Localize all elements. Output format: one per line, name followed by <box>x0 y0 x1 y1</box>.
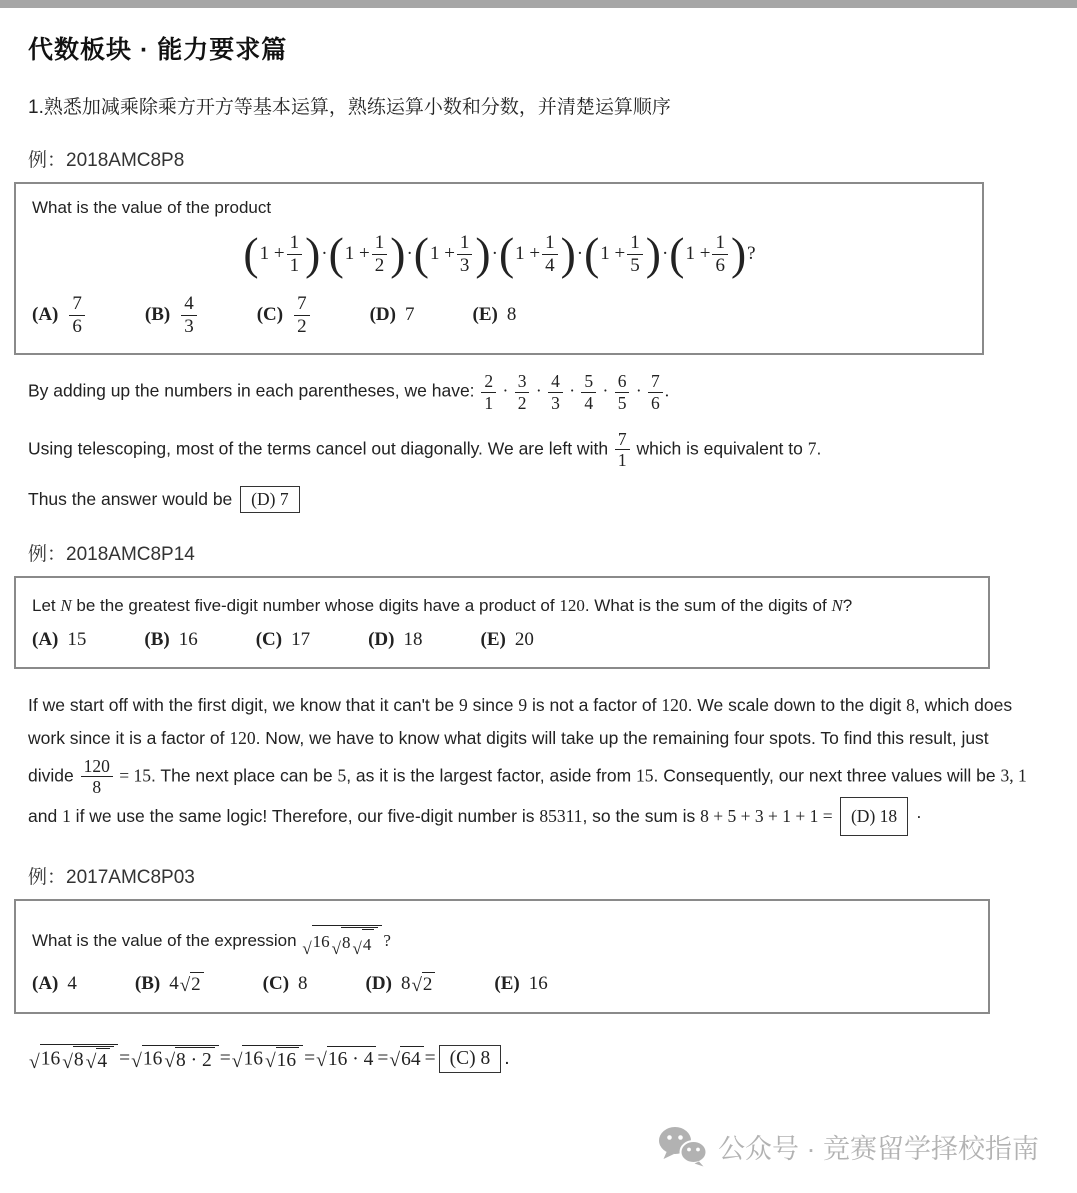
choice-label: (C) <box>262 973 290 995</box>
problem-box-1 <box>14 182 984 355</box>
choice-value: 4 <box>67 973 77 995</box>
problem-2-statement: Let N be the greatest five-digit number whose digits have a product of 120. What is the sum of the digits of N? <box>32 595 853 615</box>
choice-b <box>135 972 205 996</box>
solution-3-line: √ 16 √ 8 √ 4 = √ 16 √ 8 · 2 = √ 16 √ 16 = √ 16 · 4 = √ 64 = (C) 8 . <box>28 1044 1041 1073</box>
choice-a <box>32 293 87 338</box>
sqrt-expression <box>411 972 435 996</box>
problem-1-choices <box>32 293 966 338</box>
big-paren: ( <box>243 227 259 279</box>
choice-c <box>257 293 312 338</box>
choice-label: (E) <box>480 629 506 651</box>
problem-box-2 <box>14 576 990 669</box>
fraction: $\frac{7}{6}$ <box>646 371 665 412</box>
fraction: $\frac{1}{2}$ <box>370 232 390 277</box>
choice-label: (D) <box>365 973 392 995</box>
fraction: $\frac{1}{4}$ <box>540 232 560 277</box>
choice-label: (E) <box>472 304 498 326</box>
choice-label: (D) <box>368 629 395 651</box>
example-1-label: 例：2018AMC8P8 <box>28 150 185 171</box>
fraction: $\frac{4}{3}$ <box>546 371 565 412</box>
fraction: $\frac{1}{1}$ <box>285 232 305 277</box>
radicand: 64 <box>400 1046 424 1071</box>
radicand: 16 <box>276 1047 300 1072</box>
big-paren: ) <box>730 227 747 279</box>
radicand: 8 √ 4 <box>73 1046 114 1073</box>
radicand: 16 · 4 <box>327 1046 377 1071</box>
choice-b <box>144 629 197 651</box>
fraction: $\frac{6}{5}$ <box>613 371 632 412</box>
choice-value: 17 <box>291 629 311 651</box>
radical-sign: √ <box>302 939 312 959</box>
choice-e <box>494 973 547 995</box>
choice-value: 20 <box>514 629 534 651</box>
sqrt-expression <box>86 1048 110 1073</box>
choice-a <box>32 629 86 651</box>
radical-sign: √ <box>316 1049 327 1071</box>
requirement-text: 1.熟悉加减乘除乘方开方等基本运算，熟练运算小数和分数，并清楚运算顺序 <box>28 97 671 118</box>
example-3-label: 例：2017AMC8P03 <box>28 867 195 889</box>
solution-1-line-1: By adding up the numbers in each parentheses, we have: $\frac{2}{1}$ · $\frac{3}{2}$ · $\frac{4}{3}$ · $\frac{5}{4}$ · $\frac{6}{5}$ · $\frac{7}{6}$ . <box>28 371 670 413</box>
sqrt-expression <box>62 1046 114 1073</box>
choice-value: 18 <box>403 629 423 651</box>
radicand: 4 <box>362 929 375 958</box>
fraction: $\frac{1}{3}$ <box>455 232 475 277</box>
choice-label: (B) <box>144 629 170 651</box>
choice-label: (D) <box>369 304 396 326</box>
choice-e <box>473 304 517 326</box>
big-paren: ( <box>413 227 429 279</box>
fraction: $\frac{1}{6}$ <box>710 232 730 277</box>
big-paren: ( <box>584 227 600 279</box>
choice-label: (B) <box>144 304 171 326</box>
choice-label: (E) <box>494 973 520 995</box>
choice-value: 16 <box>178 629 198 651</box>
radicand: 16 √ 8 √ 4 <box>312 925 383 958</box>
radical-sign: √ <box>264 1050 276 1072</box>
big-paren: ) <box>475 227 491 279</box>
choice-expression: 4 √ 2 <box>169 972 204 996</box>
fraction: $\frac{7}{1}$ <box>613 429 632 470</box>
top-border-strip <box>0 0 1077 8</box>
choice-b <box>145 293 199 338</box>
sqrt-expression <box>302 925 382 958</box>
big-paren: ) <box>390 227 406 279</box>
example-2-label: 例：2018AMC8P14 <box>28 543 195 565</box>
problem-1-formula: ( 1 + $\frac{1}{1}$ ) · ( 1 + $\frac{1}{2}$ ) · ( 1 + $\frac{1}{3}$ ) · ( 1 + $\frac{1}{4}$ ) · ( 1 + $\frac{1}{5}$ ) · ( 1 + $\frac{1}{6}$ ) ? <box>243 227 756 279</box>
problem-3-choices <box>32 972 972 996</box>
fraction: $\frac{4}{3}$ <box>179 293 199 338</box>
choice-d <box>368 629 422 651</box>
big-paren: ) <box>560 227 576 279</box>
choice-e <box>481 629 534 651</box>
footer <box>658 1125 1039 1167</box>
radicand: 16 √ 8 √ 4 <box>40 1044 118 1073</box>
boxed-answer: (C) 8 <box>439 1045 502 1073</box>
solution-1-line-3: Thus the answer would be (D) 7 <box>28 486 1041 513</box>
sqrt-expression <box>332 927 379 958</box>
radical-sign: √ <box>389 1049 401 1071</box>
sqrt-expression <box>180 972 204 996</box>
footer-label: 公众号 · 竞赛留学择校指南 <box>718 1133 1039 1164</box>
radicand: 16 √ 16 <box>242 1045 303 1072</box>
fraction: $\frac{7}{2}$ <box>292 293 312 338</box>
solution-2-paragraph: If we start off with the first digit, we know that it can't be 9 since 9 is not a factor of 120. We scale down to the digit 8, which does work since it is a factor of 120. Now, we have to know what digits will take up the remaining four spots. To find this result, just divide $\frac{120}{8}$ = 15. The next place can be 5, as it is the largest factor, aside from 15. Consequently, our next three values will be 3, 1 and 1 if we use the same logic! Therefore, our five-digit number is 85311, so the sum is 8 + 5 + 3 + 1 + 1 = (D) 18 · <box>28 689 1038 836</box>
boxed-answer: (D) 7 <box>240 486 299 513</box>
fraction: $\frac{1}{5}$ <box>625 232 645 277</box>
sqrt-expression <box>232 1045 303 1072</box>
choice-a <box>32 973 77 995</box>
solution-1 <box>28 371 1041 513</box>
solution-1-line-2: Using telescoping, most of the terms cancel out diagonally. We are left with $\frac{7}{1}$ which is equivalent to 7. <box>28 428 822 470</box>
radical-sign: √ <box>29 1051 40 1073</box>
radical-sign: √ <box>352 939 362 959</box>
big-paren: ( <box>498 227 515 279</box>
sqrt-expression <box>316 1046 376 1071</box>
boxed-answer: (D) 18 <box>840 797 908 836</box>
choice-label: (A) <box>32 973 59 995</box>
fraction: $\frac{120}{8}$ <box>79 756 115 797</box>
radical-sign: √ <box>179 975 191 997</box>
choice-fraction <box>292 293 312 338</box>
problem-box-3 <box>14 899 990 1014</box>
radicand: 4 <box>96 1048 110 1073</box>
radicand: 16 √ 8 · 2 <box>142 1045 219 1072</box>
sqrt-expression <box>131 1045 219 1072</box>
choice-label: (C) <box>256 304 284 326</box>
radicand: 8 · 2 <box>175 1047 215 1072</box>
radical-sign: √ <box>231 1050 243 1072</box>
choice-d <box>366 972 437 996</box>
choice-value: 8 <box>298 973 308 995</box>
choice-label: (B) <box>134 973 161 995</box>
fraction: $\frac{2}{1}$ <box>479 371 498 412</box>
sqrt-expression <box>265 1047 299 1072</box>
radical-sign: √ <box>85 1051 97 1073</box>
choice-value: 16 <box>528 973 548 995</box>
sqrt-expression <box>164 1047 214 1072</box>
problem-3-statement: What is the value of the expression √ 16 √ 8 √ 4 ? <box>32 925 972 958</box>
choice-value: 8 <box>506 304 517 326</box>
choice-fraction <box>67 293 87 338</box>
choice-label: (A) <box>32 304 59 326</box>
fraction: $\frac{7}{6}$ <box>67 293 87 338</box>
radical-sign: √ <box>331 939 341 959</box>
fraction: $\frac{5}{4}$ <box>579 371 598 412</box>
choice-c <box>263 973 308 995</box>
choice-value: 7 <box>405 304 415 326</box>
page-title: 代数板块 · 能力要求篇 <box>28 36 288 64</box>
choice-label: (A) <box>32 629 59 651</box>
radicand: 2 <box>190 972 204 996</box>
big-paren: ) <box>645 227 661 279</box>
radicand: 2 <box>422 972 436 996</box>
problem-2-choices <box>32 629 972 651</box>
sqrt-expression <box>389 1046 423 1071</box>
problem-1-statement: What is the value of the product <box>32 198 272 217</box>
radical-sign: √ <box>131 1050 142 1072</box>
choice-expression: 8 √ 2 <box>401 972 436 996</box>
choice-fraction <box>179 293 199 338</box>
radical-sign: √ <box>411 975 422 997</box>
radical-sign: √ <box>164 1050 176 1072</box>
big-paren: ) <box>305 227 321 279</box>
choice-value: 15 <box>67 629 87 651</box>
big-paren: ( <box>669 227 685 279</box>
choice-d <box>370 304 415 326</box>
choice-label: (C) <box>255 629 283 651</box>
big-paren: ( <box>328 227 344 279</box>
fraction: $\frac{3}{2}$ <box>513 371 532 412</box>
wechat-icon <box>658 1125 708 1167</box>
sqrt-expression <box>29 1044 118 1073</box>
sqrt-expression <box>353 929 375 958</box>
choice-c <box>256 629 310 651</box>
radicand: 8 √ 4 <box>341 927 378 958</box>
radical-sign: √ <box>62 1051 73 1073</box>
